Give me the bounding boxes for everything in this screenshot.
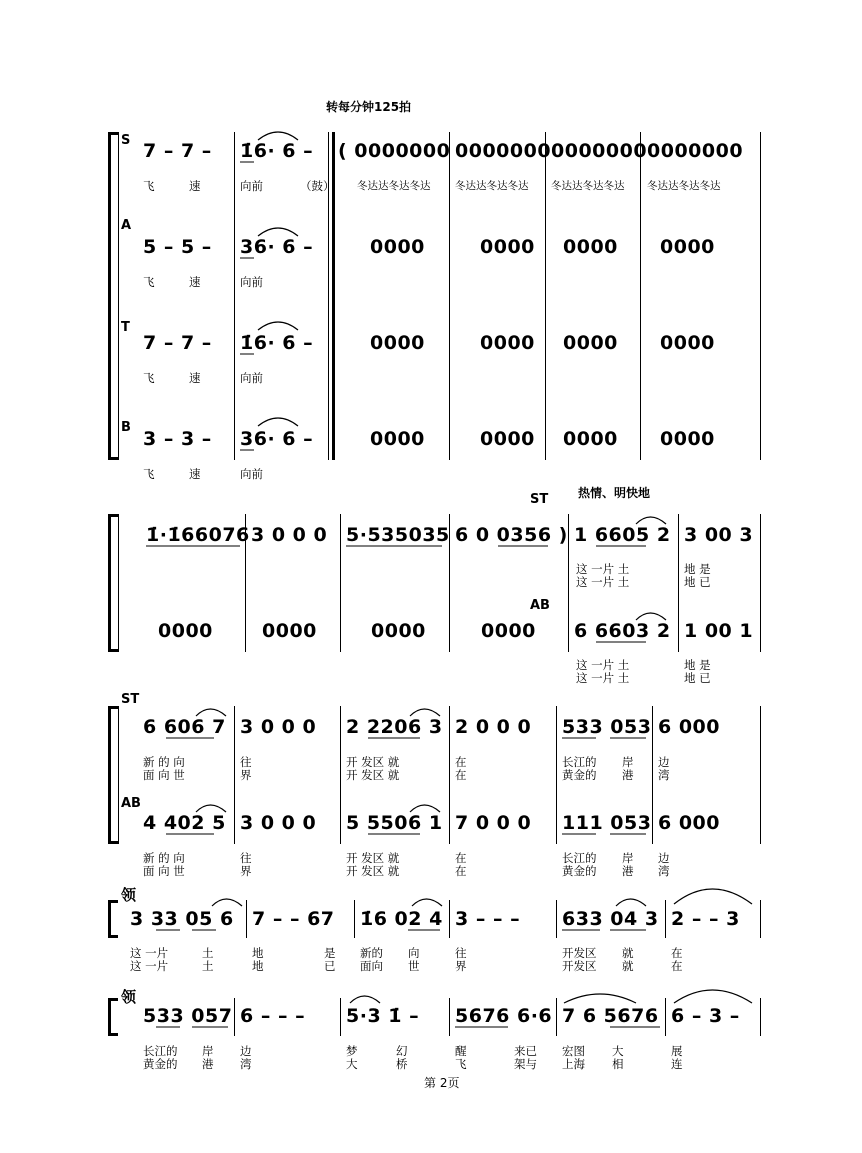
lyric: 开 发区 就 xyxy=(346,755,400,769)
lyric: 大 xyxy=(612,1044,624,1058)
lyric: 这 一片 土 xyxy=(576,575,630,589)
part-label-lead: 领 xyxy=(121,886,137,904)
measure-notes: 2 0 0 0 xyxy=(455,716,532,738)
lyric: 冬达达冬达冬达 xyxy=(551,180,625,192)
lyric: 地 xyxy=(252,959,264,973)
lyric: 展 xyxy=(671,1044,683,1058)
lyric: 往 xyxy=(240,851,252,865)
lyric: 速 xyxy=(189,179,201,193)
measure-notes: 5 – 5 – xyxy=(143,236,212,258)
lyric: 在 xyxy=(455,864,467,878)
lyric: 向前 xyxy=(240,179,263,193)
measure-notes: 3 0 0 0 xyxy=(251,524,328,546)
lyric: 速 xyxy=(189,467,201,481)
lyric: 面 向 世 xyxy=(143,864,185,878)
lyric: 面向 xyxy=(360,959,383,973)
measure-notes: 0000 xyxy=(370,236,425,258)
measure-notes: 0000 xyxy=(158,620,213,642)
measure-notes: 6 000 xyxy=(658,716,720,738)
measure-notes: 7 – 7 – xyxy=(143,140,212,162)
lyric: 飞 xyxy=(143,467,155,481)
measure-notes: 533 057 xyxy=(143,1005,233,1027)
part-label-st: ST xyxy=(121,692,140,707)
lyric: 连 xyxy=(671,1057,683,1071)
measure-notes: 5676 6·6 xyxy=(455,1005,553,1027)
measure-notes: 0000000 xyxy=(647,140,744,162)
lyric: 飞 xyxy=(143,275,155,289)
lyric: 地 xyxy=(252,946,264,960)
measure-notes: 0000 xyxy=(563,428,618,450)
measure-notes: 0000 xyxy=(660,428,715,450)
lyric: 在 xyxy=(671,959,683,973)
measure-notes: 36· 6 – xyxy=(240,236,314,258)
measure-notes: 7 6 5676 xyxy=(562,1005,659,1027)
measure-notes: 7 – – 67 xyxy=(252,908,335,930)
lyric: 长江的 xyxy=(562,851,597,865)
lyric: 岸 xyxy=(202,1044,214,1058)
measure-notes: 3 – – – xyxy=(455,908,521,930)
lyric: 往 xyxy=(455,946,467,960)
lyric: 新 的 向 xyxy=(143,851,185,865)
measure-notes: 0000 xyxy=(480,428,535,450)
measure-notes: 0000000 xyxy=(551,140,648,162)
measure-notes: 4 402 5 xyxy=(143,812,226,834)
lyric: 湾 xyxy=(240,1057,252,1071)
measure-notes: 3 33 05 6 xyxy=(130,908,234,930)
lyric: 在 xyxy=(455,755,467,769)
lyric: 往 xyxy=(240,755,252,769)
lyric: 湾 xyxy=(658,864,670,878)
lyric: 面 向 世 xyxy=(143,768,185,782)
measure-notes: 1̇·1̇66076 xyxy=(146,524,250,546)
lyric: 港 xyxy=(202,1057,214,1071)
lyric: 相 xyxy=(612,1057,624,1071)
measure-notes: ( 0000000 xyxy=(338,140,451,162)
lyric: 土 xyxy=(202,959,214,973)
lyric: 新的 xyxy=(360,946,383,960)
measure-notes: 0000 xyxy=(481,620,536,642)
lyric: 醒 xyxy=(455,1044,467,1058)
lyric: 幻 xyxy=(396,1044,408,1058)
lyric: 冬达达冬达冬达 xyxy=(647,180,721,192)
measure-notes: 111 053 xyxy=(562,812,652,834)
measure-notes: 0000 xyxy=(262,620,317,642)
lyric: 向前 xyxy=(240,371,263,385)
lyric: 就 xyxy=(622,946,634,960)
lyric: 大 xyxy=(346,1057,358,1071)
lyric: 界 xyxy=(455,959,467,973)
measure-notes: 1̇6· 6 – xyxy=(240,332,314,354)
measure-notes: 7 – 7 – xyxy=(143,332,212,354)
measure-notes: 3 00 3 xyxy=(684,524,754,546)
lyric: 飞 xyxy=(143,371,155,385)
lyric: 向 xyxy=(408,946,420,960)
lyric: 界 xyxy=(240,768,252,782)
lyric: 开 发区 就 xyxy=(346,768,400,782)
lyric: 就 xyxy=(622,959,634,973)
lyric: 岸 xyxy=(622,851,634,865)
measure-notes: 6 – 3 – xyxy=(671,1005,740,1027)
lyric: 这 一片 土 xyxy=(576,658,630,672)
measure-notes: 6 0 0356 ) xyxy=(455,524,568,546)
expression-marking: 热情、明快地 xyxy=(578,486,651,500)
lyric: 已 xyxy=(324,959,336,973)
lyric: 湾 xyxy=(658,768,670,782)
measure-notes: 3 0 0 0 xyxy=(240,812,317,834)
measure-notes: 0000 xyxy=(563,236,618,258)
page-number: 第 2页 xyxy=(424,1076,460,1090)
lyric: 地 已 xyxy=(684,671,711,685)
lyric: 黄金的 xyxy=(562,768,597,782)
measure-notes: 3 0 0 0 xyxy=(240,716,317,738)
lyric: 边 xyxy=(240,1044,252,1058)
measure-notes: 6 606 7 xyxy=(143,716,226,738)
lyric: 岸 xyxy=(622,755,634,769)
measure-notes: 3 – 3 – xyxy=(143,428,212,450)
measure-notes: 533 053 xyxy=(562,716,652,738)
lyric: 飞 xyxy=(455,1057,467,1071)
lyric: 这 一片 xyxy=(130,959,169,973)
measure-notes: 0000 xyxy=(563,332,618,354)
lyric: 地 是 xyxy=(684,658,711,672)
lyric: 冬达达冬达冬达 xyxy=(455,180,529,192)
lyric: 上海 xyxy=(562,1057,585,1071)
part-label-lead: 领 xyxy=(121,988,137,1006)
lyric: 世 xyxy=(408,959,420,973)
part-label-s: S xyxy=(121,133,131,148)
measure-notes: 1 00 1 xyxy=(684,620,754,642)
measure-notes: 633 04 3 xyxy=(562,908,659,930)
measure-notes: 6 6603 2 xyxy=(574,620,671,642)
measure-notes: 0000 xyxy=(371,620,426,642)
lyric: 速 xyxy=(189,275,201,289)
lyric: 边 xyxy=(658,755,670,769)
lyric: 界 xyxy=(240,864,252,878)
measure-notes: 6 000 xyxy=(658,812,720,834)
lyric: 在 xyxy=(455,851,467,865)
lyric: 冬达达冬达冬达 xyxy=(357,180,431,192)
lyric: 是 xyxy=(324,946,336,960)
lyric: 架与 xyxy=(514,1057,537,1071)
lyric: 开 发区 就 xyxy=(346,864,400,878)
lyric: 黄金的 xyxy=(562,864,597,878)
lyric: 港 xyxy=(622,864,634,878)
measure-notes: 36· 6 – xyxy=(240,428,314,450)
lyric: 梦 xyxy=(346,1044,358,1058)
lyric: 地 是 xyxy=(684,562,711,576)
lyric: 飞 xyxy=(143,179,155,193)
lyric: 边 xyxy=(658,851,670,865)
lyric: 长江的 xyxy=(562,755,597,769)
measure-notes: 5 5506 1 xyxy=(346,812,443,834)
measure-notes: 5·535035 xyxy=(346,524,450,546)
part-label-st: ST xyxy=(530,492,549,507)
lyric: 向前 xyxy=(240,275,263,289)
measure-notes: 0000 xyxy=(370,428,425,450)
lyric: 这 一片 xyxy=(130,946,169,960)
part-label-a: A xyxy=(121,218,132,233)
measure-notes: 2 2206 3 xyxy=(346,716,443,738)
lyric: 速 xyxy=(189,371,201,385)
lyric: 长江的 xyxy=(143,1044,178,1058)
part-label-ab: AB xyxy=(530,598,550,613)
measure-notes: 2 – – 3 xyxy=(671,908,740,930)
lyric: 黄金的 xyxy=(143,1057,178,1071)
lyric: 在 xyxy=(671,946,683,960)
tempo-change-heading: 转每分钟125拍 xyxy=(326,100,412,114)
lyric: 港 xyxy=(622,768,634,782)
part-label-b: B xyxy=(121,420,131,435)
lyric: 在 xyxy=(455,768,467,782)
measure-notes: 0000 xyxy=(660,236,715,258)
lyric: 新 的 向 xyxy=(143,755,185,769)
measure-notes: 0000000 xyxy=(455,140,552,162)
lyric: 这 一片 土 xyxy=(576,562,630,576)
measure-notes: 7 0 0 0 xyxy=(455,812,532,834)
measure-notes: 0000 xyxy=(480,332,535,354)
lyric: （鼓） xyxy=(300,179,335,193)
measure-notes: 0000 xyxy=(370,332,425,354)
lyric: 开发区 xyxy=(562,959,597,973)
lyric: 来已 xyxy=(514,1044,537,1058)
measure-notes: 0000 xyxy=(660,332,715,354)
lyric: 开 发区 就 xyxy=(346,851,400,865)
part-label-ab: AB xyxy=(121,796,141,811)
measure-notes: 6 – – – xyxy=(240,1005,306,1027)
measure-notes: 1̇6 02 4 xyxy=(360,908,443,930)
lyric: 开发区 xyxy=(562,946,597,960)
measure-notes: 5·3 1̇ – xyxy=(346,1005,420,1027)
measure-notes: 0000 xyxy=(480,236,535,258)
lyric: 地 已 xyxy=(684,575,711,589)
measure-notes: 1 6605 2 xyxy=(574,524,671,546)
part-label-t: T xyxy=(121,320,130,335)
lyric: 向前 xyxy=(240,467,263,481)
lyric: 这 一片 土 xyxy=(576,671,630,685)
lyric: 桥 xyxy=(396,1057,408,1071)
lyric: 土 xyxy=(202,946,214,960)
measure-notes: 1̇6· 6 – xyxy=(240,140,314,162)
lyric: 宏图 xyxy=(562,1044,585,1058)
